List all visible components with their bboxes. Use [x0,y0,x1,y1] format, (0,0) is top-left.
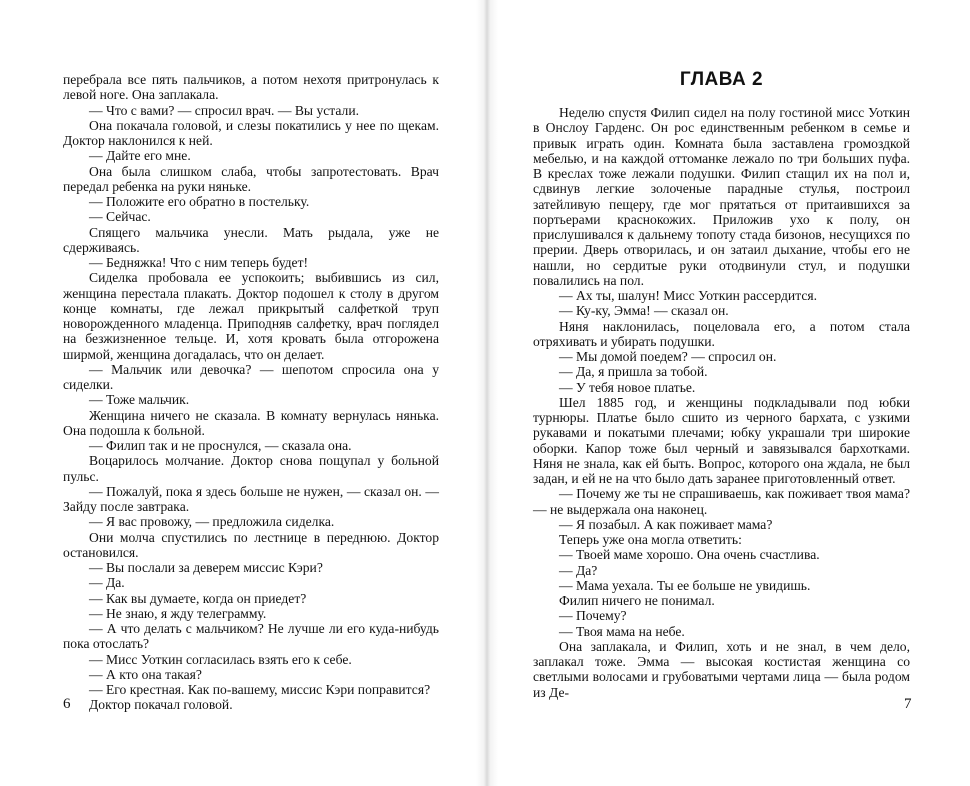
paragraph: — Почему? [559,608,627,624]
paragraph: — Как вы думаете, когда он приедет? [89,590,307,606]
paragraph: — Мы домой поедем? — спросил он. [559,349,777,364]
left-page-number: 6 [63,696,71,712]
paragraph: — Да, я пришла за тобой. [559,364,708,380]
paragraph: — Твоя мама на небе. [559,623,685,639]
left-page-body [63,72,439,713]
paragraph: — А что делать с мальчиком? Не лучше ли его куда-нибудь пока отослать? [63,621,439,652]
paragraph: Сиделка пробовала ее успокоить; выбившись из сил, женщина перестала плакать. Доктор подошел к столу в другом конце комнаты, где лежал прикрытый салфеткой труп новорожденного младенца. Приподняв салфетку, врач поглядел на безжизненное тельце. И, хотя кровать была отгорожена ширмой, женщина догадалась, что он делает. [63,270,439,362]
paragraph: — Что с вами? — спросил врач. — Вы устали. [89,102,359,118]
paragraph: — Вы послали за деверем миссис Кэри? [89,560,323,575]
paragraph: Шел 1885 год, и женщины подкладывали под юбки турнюры. Платье было сшито из черного бархата, с узкими рукавами и покатыми плечами; юбку украшали три широкие оборки. Капор тоже был черный и завязывался бархотками. Няня не знала, как ей быть. Вопрос, которого она ждала, не был задан, и ей не на что было дать заранее приготовленный ответ. [533,394,910,486]
paragraph: Она покачала головой, и слезы покатились у нее по щекам. Доктор наклонился к ней. [63,117,439,148]
paragraph: — А кто она такая? [89,666,202,682]
paragraph: Они молча спустились по лестнице в переднюю. Доктор остановился. [63,529,439,560]
paragraph: — Да? [559,562,598,578]
paragraph: — Не знаю, я жду телеграмму. [89,605,267,621]
paragraph: перебрала все пять пальчиков, а потом нехотя притронулась к левой ноге. Она заплакала. [63,72,439,103]
paragraph: — Почему же ты не спрашиваешь, как поживает твоя мама? — не выдержала она наконец. [533,486,910,517]
paragraph: — У тебя новое платье. [559,379,696,395]
paragraph: Доктор покачал головой. [89,697,233,713]
paragraph: Неделю спустя Филип сидел на полу гостиной мисс Уоткин в Онслоу Гарденс. Он рос единственным ребенком в семье и привык играть один. Комната была заставлена громоздкой мебелью, и на каждой оттоманке лежало по три больших пуфа. В креслах тоже лежали подушки. Филип стащил их на пол и, сдвинув легкие золоченые парадные стулья, построил затейливую пещеру, где мог прятаться от притаившихся за портьерами краснокожих. Приложив ухо к полу, он прислушивался к дальнему топоту стада бизонов, несущихся по прерии. Дверь отворилась, и он затаил дыхание, чтобы его не нашли, но сердитые руки отодвинули стул, и подушки повалились на пол. [533,105,910,288]
right-page-number: 7 [904,696,912,712]
right-page-body [533,105,910,700]
paragraph: Она заплакала, и Филип, хоть и не знал, в чем дело, заплакал тоже. Эмма — высокая костистая женщина со светлыми волосами и грубоватыми чертами лица — была родом из Де- [533,638,910,700]
book-gutter [476,0,498,786]
paragraph: — Да. [89,575,125,591]
paragraph: — Тоже мальчик. [89,392,190,408]
paragraph: — Пожалуй, пока я здесь больше не нужен, — сказал он. — Зайду после завтрака. [63,483,439,514]
paragraph: — Твоей маме хорошо. Она очень счастлива. [559,547,820,563]
paragraph: — Бедняжка! Что с ним теперь будет! [89,255,309,270]
paragraph: — Ку-ку, Эмма! — сказал он. [559,303,729,319]
paragraph: Няня наклонилась, поцеловала его, а потом стала отряхивать и убирать подушки. [533,318,910,349]
paragraph: — Мама уехала. Ты ее больше не увидишь. [559,577,811,593]
paragraph: Женщина ничего не сказала. В комнату вернулась нянька. Она подошла к больной. [63,407,439,438]
paragraph: Спящего мальчика унесли. Мать рыдала, уже не сдерживаясь. [63,224,439,255]
paragraph: — Филип так и не проснулся, — сказала она. [89,438,352,453]
chapter-title: ГЛАВА 2 [679,69,764,90]
paragraph: — Его крестная. Как по-вашему, миссис Кэри поправится? [89,682,431,697]
paragraph: — Я позабыл. А как поживает мама? [559,516,773,532]
paragraph: — Ах ты, шалун! Мисс Уоткин рассердится. [559,288,818,303]
paragraph: — Мисс Уоткин согласилась взять его к себе. [89,651,352,667]
paragraph: — Положите его обратно в постельку. [89,194,310,209]
paragraph: Филип ничего не понимал. [559,593,715,608]
left-page [0,0,484,786]
paragraph: — Дайте его мне. [89,148,191,164]
paragraph: Воцарилось молчание. Доктор снова пощупал у больной пульс. [63,453,439,484]
paragraph: — Я вас провожу, — предложила сиделка. [89,514,335,530]
paragraph: — Сейчас. [89,209,151,225]
right-page [486,0,970,786]
paragraph: — Мальчик или девочка? — шепотом спросила она у сиделки. [63,361,439,392]
paragraph: Теперь уже она могла ответить: [559,532,742,547]
paragraph: Она была слишком слаба, чтобы запротестовать. Врач передал ребенка на руки няньке. [63,163,439,194]
